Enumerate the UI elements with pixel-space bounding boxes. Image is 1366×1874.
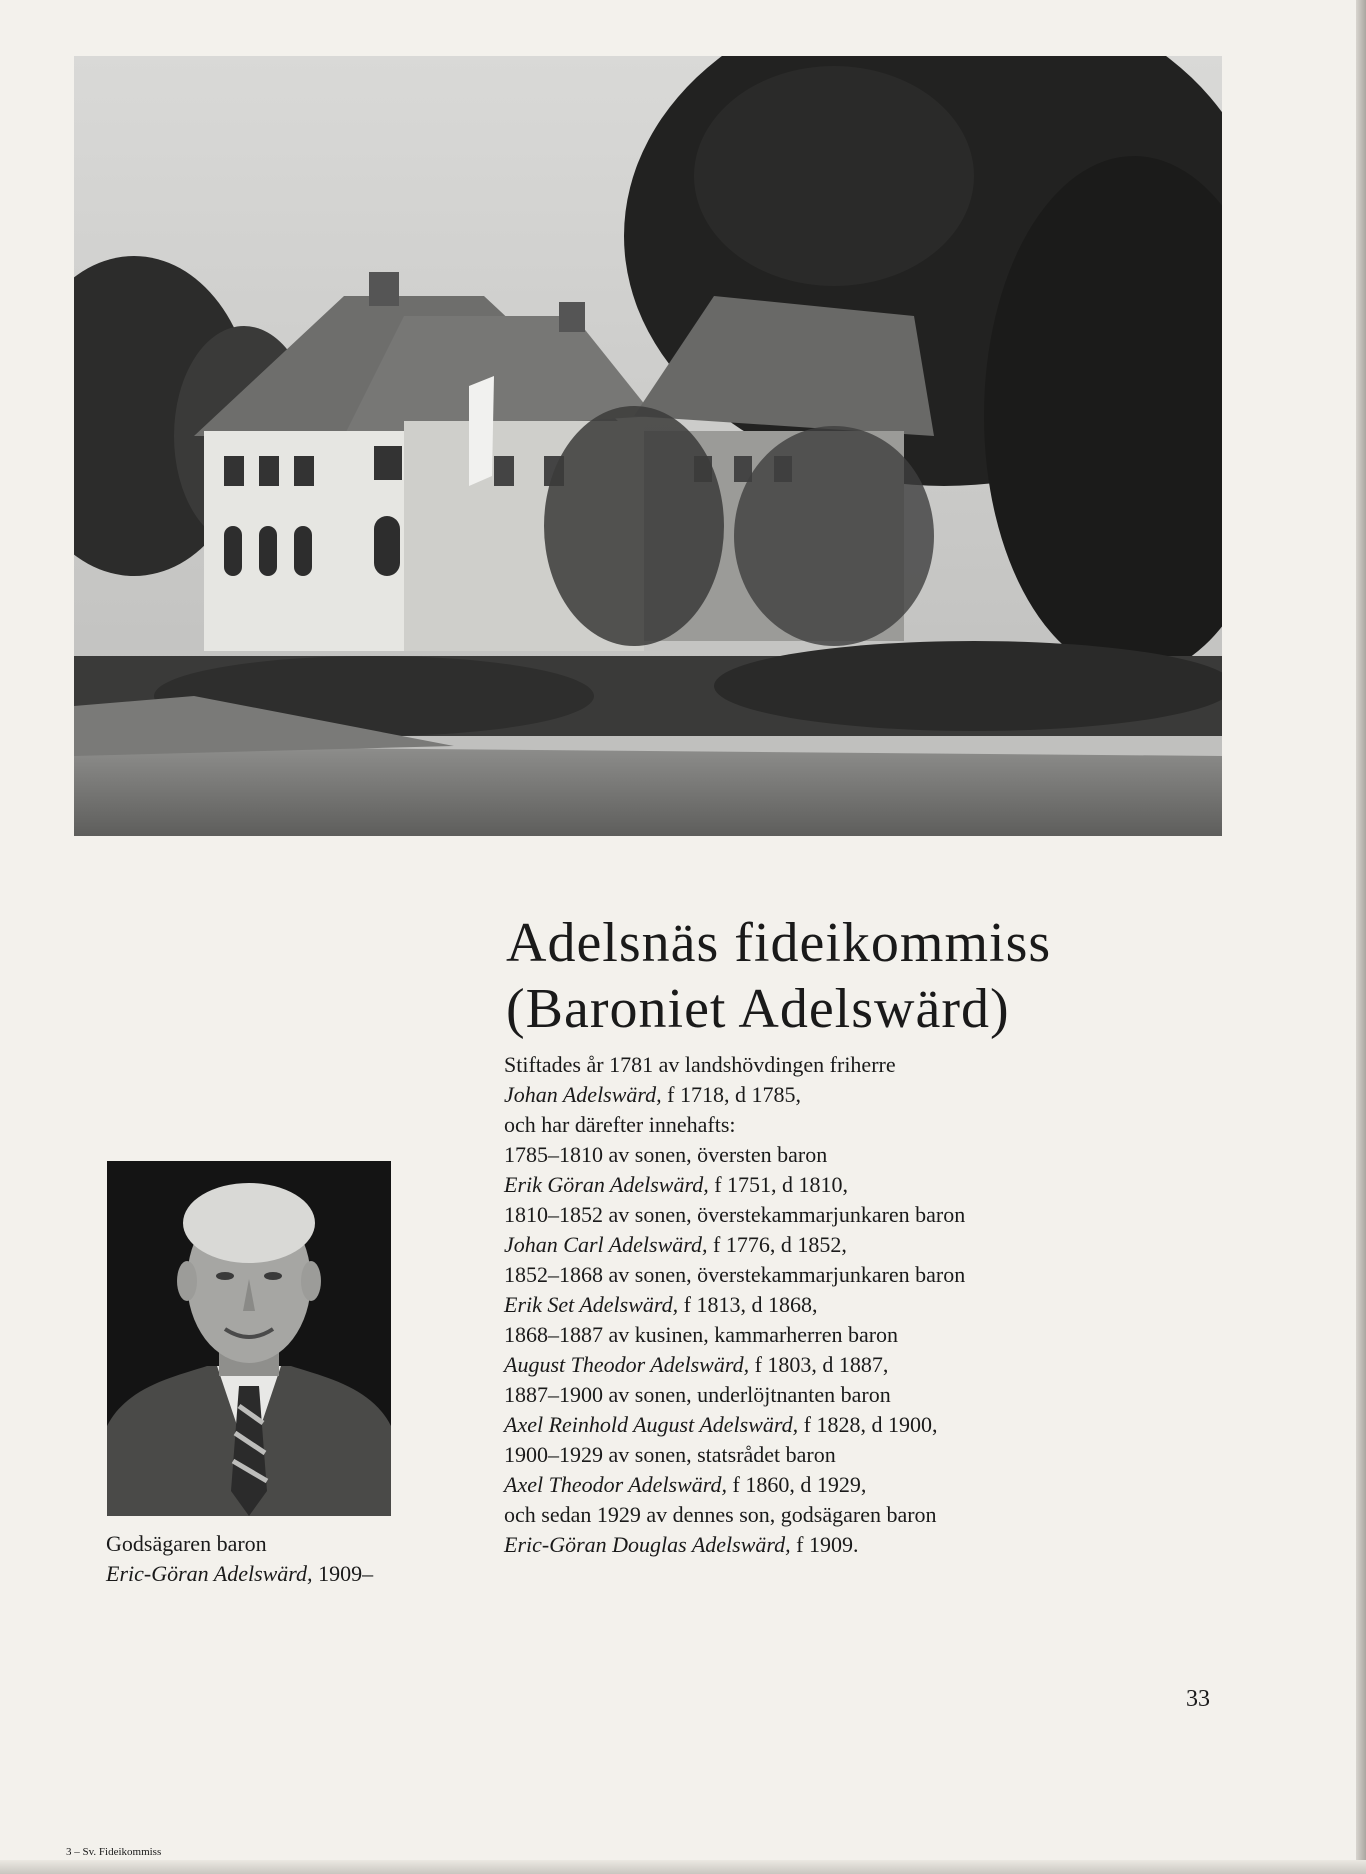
- page-title: [506, 910, 1306, 1042]
- page-edge: [1356, 0, 1366, 1874]
- history-line: och har därefter innehafts:: [504, 1112, 736, 1137]
- history-line: Johan Carl Adelswärd, f 1776, d 1852,: [504, 1232, 847, 1257]
- history-line: och sedan 1929 av dennes son, godsägaren baron: [504, 1502, 937, 1527]
- history-line: Axel Theodor Adelswärd, f 1860, d 1929,: [504, 1472, 867, 1497]
- history-line: August Theodor Adelswärd, f 1803, d 1887,: [504, 1352, 889, 1377]
- page-number: 33: [1186, 1686, 1210, 1712]
- signature-footer: 3 – Sv. Fideikommiss: [66, 1846, 162, 1858]
- history-line: 1810–1852 av sonen, överstekammarjunkaren baron: [504, 1202, 966, 1227]
- history-line: 1852–1868 av sonen, överstekammarjunkaren baron: [504, 1262, 966, 1287]
- history-line: Erik Göran Adelswärd, f 1751, d 1810,: [504, 1172, 849, 1197]
- history-line: Axel Reinhold August Adelswärd, f 1828, d 1900,: [504, 1412, 938, 1437]
- history-line: 1868–1887 av kusinen, kammarherren baron: [504, 1322, 899, 1347]
- portrait-photo: [107, 1161, 391, 1516]
- history-line: Erik Set Adelswärd, f 1813, d 1868,: [504, 1292, 818, 1317]
- page-shadow: [0, 1860, 1366, 1874]
- caption-line-1: Godsägaren baron: [106, 1531, 267, 1556]
- title-line-2: (Baroniet Adelswärd): [506, 978, 1010, 1040]
- history-line: 1785–1810 av sonen, översten baron: [504, 1142, 828, 1167]
- history-line: Stiftades år 1781 av landshövdingen friherre: [504, 1052, 896, 1077]
- history-line: 1900–1929 av sonen, statsrådet baron: [504, 1442, 836, 1467]
- history-line: Johan Adelswärd, f 1718, d 1785,: [504, 1082, 801, 1107]
- manor-house-photo: [74, 56, 1222, 836]
- history-line: Eric-Göran Douglas Adelswärd, f 1909.: [504, 1532, 859, 1557]
- ownership-history: [504, 1050, 1264, 1560]
- caption-line-2: Eric-Göran Adelswärd, 1909–: [106, 1561, 374, 1586]
- portrait-caption: [106, 1529, 446, 1589]
- history-line: 1887–1900 av sonen, underlöjtnanten baron: [504, 1382, 891, 1407]
- title-line-1: Adelsnäs fideikommiss: [506, 912, 1052, 974]
